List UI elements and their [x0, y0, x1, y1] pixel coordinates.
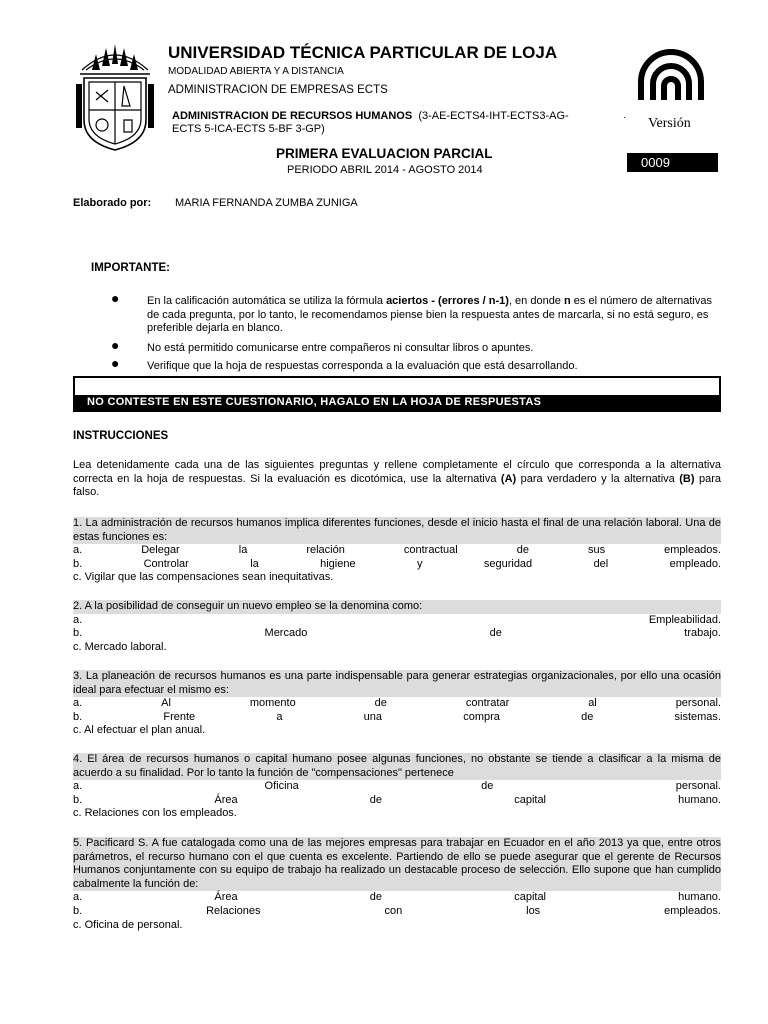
- instructions-heading: INSTRUCCIONES: [73, 430, 169, 442]
- author-name: MARIA FERNANDA ZUMBA ZUNIGA: [175, 197, 358, 209]
- answer-option-a: [73, 697, 721, 711]
- option-word: seguridad: [483, 557, 533, 570]
- option-word: de: [581, 710, 594, 723]
- option-word: momento: [249, 697, 296, 710]
- option-word: Área: [214, 891, 238, 904]
- question-stem: 2. A la posibilidad de conseguir un nuevo empleo se la denomina como:: [73, 600, 721, 614]
- answer-option-a: [73, 780, 721, 794]
- bullet-icon: ●: [111, 290, 120, 306]
- course-codes-1: (3-AE-ECTS4-IHT-ECTS3-AG-: [418, 110, 569, 122]
- option-word: Mercado: [264, 627, 308, 640]
- option-word: contratar: [465, 697, 510, 710]
- option-word: y: [416, 557, 423, 570]
- option-word: higiene: [320, 557, 356, 570]
- answer-option-c: c. Vigilar que las compensaciones sean inequitativas.: [73, 571, 334, 584]
- important-bullet-2: ● No está permitido comunicarse entre compañeros ni consultar libros o apuntes.: [111, 337, 534, 354]
- option-word: capital: [514, 891, 546, 904]
- bullet-icon: ●: [111, 355, 120, 371]
- option-word: con: [384, 904, 403, 917]
- answer-option-b: [73, 558, 721, 572]
- option-word: sus: [587, 544, 606, 557]
- option-word: personal.: [675, 697, 721, 710]
- option-word: b.: [73, 904, 83, 917]
- option-word: compra: [463, 710, 500, 723]
- answer-option-c: c. Al efectuar el plan anual.: [73, 724, 206, 737]
- warning-banner: [73, 376, 721, 412]
- option-word: de: [369, 793, 383, 806]
- option-word: de: [516, 544, 529, 557]
- option-word: Delegar: [141, 544, 180, 557]
- option-word: del: [593, 557, 609, 570]
- exam-title: PRIMERA EVALUACION PARCIAL: [276, 146, 493, 161]
- option-word: la: [250, 557, 259, 570]
- option-word: sistemas.: [674, 710, 721, 723]
- option-word: empleado.: [669, 557, 721, 570]
- option-word: empleados.: [664, 544, 721, 557]
- version-number-box: 0009: [627, 153, 718, 172]
- option-word: al: [588, 697, 597, 710]
- option-word: b.: [73, 627, 83, 640]
- modality: MODALIDAD ABIERTA Y A DISTANCIA: [168, 66, 344, 77]
- question-5: [73, 837, 721, 932]
- option-word: humano.: [678, 891, 721, 904]
- course-name: ADMINISTRACION DE RECURSOS HUMANOS: [172, 110, 413, 122]
- option-word: trabajo.: [684, 627, 721, 640]
- answer-option-b: [73, 794, 721, 808]
- decorative-dot: ·: [623, 112, 627, 123]
- option-word: de: [481, 780, 494, 793]
- answer-option-c: c. Mercado laboral.: [73, 640, 167, 653]
- important-bullet-3: ● Verifique que la hoja de respuestas corresponda a la evaluación que está desarrollando.: [111, 355, 578, 372]
- option-word: de: [374, 697, 387, 710]
- option-word: a.: [73, 544, 83, 557]
- question-stem: 4. El área de recursos humanos o capital humano posee algunas funciones, no obstante se tiende a clasificar a la misma de acuerdo a su finalidad. Por lo tanto la función de "compensaciones" pertenece: [73, 753, 721, 779]
- option-word: capital: [514, 793, 546, 806]
- university-seal-logo: [72, 40, 158, 152]
- question-stem: 1. La administración de recursos humanos implica diferentes funciones, desde el inicio hasta el final de una relación laboral. Una de estas funciones es:: [73, 517, 721, 543]
- bullet-icon: ●: [111, 337, 120, 353]
- option-word: relación: [306, 544, 345, 557]
- answer-option-c: c. Relaciones con los empleados.: [73, 807, 237, 820]
- author-label: Elaborado por:: [73, 197, 152, 209]
- question-4: [73, 753, 721, 821]
- option-word: de: [489, 627, 502, 640]
- option-word: b.: [73, 710, 83, 723]
- answer-option-b: [73, 711, 721, 725]
- option-word: de: [369, 891, 383, 904]
- program-name: ADMINISTRACION DE EMPRESAS ECTS: [168, 84, 388, 96]
- option-word: a: [276, 710, 283, 723]
- option-word: a.: [73, 891, 83, 904]
- course-title: [172, 110, 630, 136]
- option-word: Empleabilidad.: [648, 613, 721, 626]
- option-word: Al: [161, 697, 171, 710]
- option-word: Área: [214, 793, 238, 806]
- option-word: humano.: [678, 793, 721, 806]
- option-word: Frente: [163, 710, 196, 723]
- option-word: Controlar: [143, 557, 189, 570]
- exam-period: PERIODO ABRIL 2014 - AGOSTO 2014: [287, 164, 483, 176]
- answer-option-b: [73, 627, 721, 641]
- option-word: personal.: [675, 780, 721, 793]
- answer-option-a: [73, 891, 721, 905]
- university-name: UNIVERSIDAD TÉCNICA PARTICULAR DE LOJA: [168, 43, 558, 62]
- option-word: Relaciones: [206, 904, 261, 917]
- option-word: b.: [73, 793, 83, 806]
- instructions-text: Lea detenidamente cada una de las siguientes preguntas y rellene completamente el círculo que corresponda a la alternativa correcta en la hoja de respuestas. Si la evaluación es dicotómica, use la alternativa (A) para verdadero y la alternativa (B) para falso.: [73, 459, 721, 499]
- important-heading: IMPORTANTE:: [91, 262, 171, 274]
- ects-arcs-logo: [636, 46, 706, 102]
- question-stem: 3. La planeación de recursos humanos es una parte indispensable para generar estrategias organizacionales, por ello una ocasión ideal para efectuar el mismo es:: [73, 670, 721, 696]
- important-bullet-1: ● En la calificación automática se utiliza la fórmula aciertos - (errores / n-1), en donde n es el número de alternativas de cada pregunta, por lo tanto, le recomendamos piense bien la respuesta antes de marcarla, si no está seguro, es preferible dejarla en blanco.: [111, 290, 712, 335]
- question-2: [73, 600, 721, 654]
- option-word: Oficina: [264, 780, 299, 793]
- option-word: los: [526, 904, 541, 917]
- option-word: a.: [73, 697, 83, 710]
- version-label: Versión: [648, 116, 691, 131]
- option-word: contractual: [403, 544, 458, 557]
- option-word: a.: [73, 780, 83, 793]
- option-word: b.: [73, 557, 83, 570]
- option-word: empleados.: [664, 904, 721, 917]
- answer-option-b: [73, 905, 721, 919]
- option-word: una: [363, 710, 383, 723]
- question-3: [73, 670, 721, 738]
- answer-option-a: [73, 614, 721, 628]
- question-stem: 5. Pacificard S. A fue catalogada como una de las mejores empresas para trabajar en Ecuador en el año 2013 ya que, entre otros parámetros, el recurso humano con el que cuenta es excelente. Partiendo de ello se puede asegurar que el gerente de Recursos Humanos conjuntamente con su equipo de trabajo ha realizado un destacable proceso de selección. Ello supone que han cumplido cabalmente la función de:: [73, 837, 721, 890]
- course-codes-2: ECTS 5-ICA-ECTS 5-BF 3-GP): [172, 123, 325, 135]
- answer-option-c: c. Oficina de personal.: [73, 918, 183, 931]
- answer-option-a: [73, 544, 721, 558]
- question-1: [73, 517, 721, 585]
- option-word: a.: [73, 613, 83, 626]
- option-word: la: [238, 544, 248, 557]
- warning-banner-text: NO CONTESTE EN ESTE CUESTIONARIO, HAGALO EN LA HOJA DE RESPUESTAS: [75, 395, 719, 410]
